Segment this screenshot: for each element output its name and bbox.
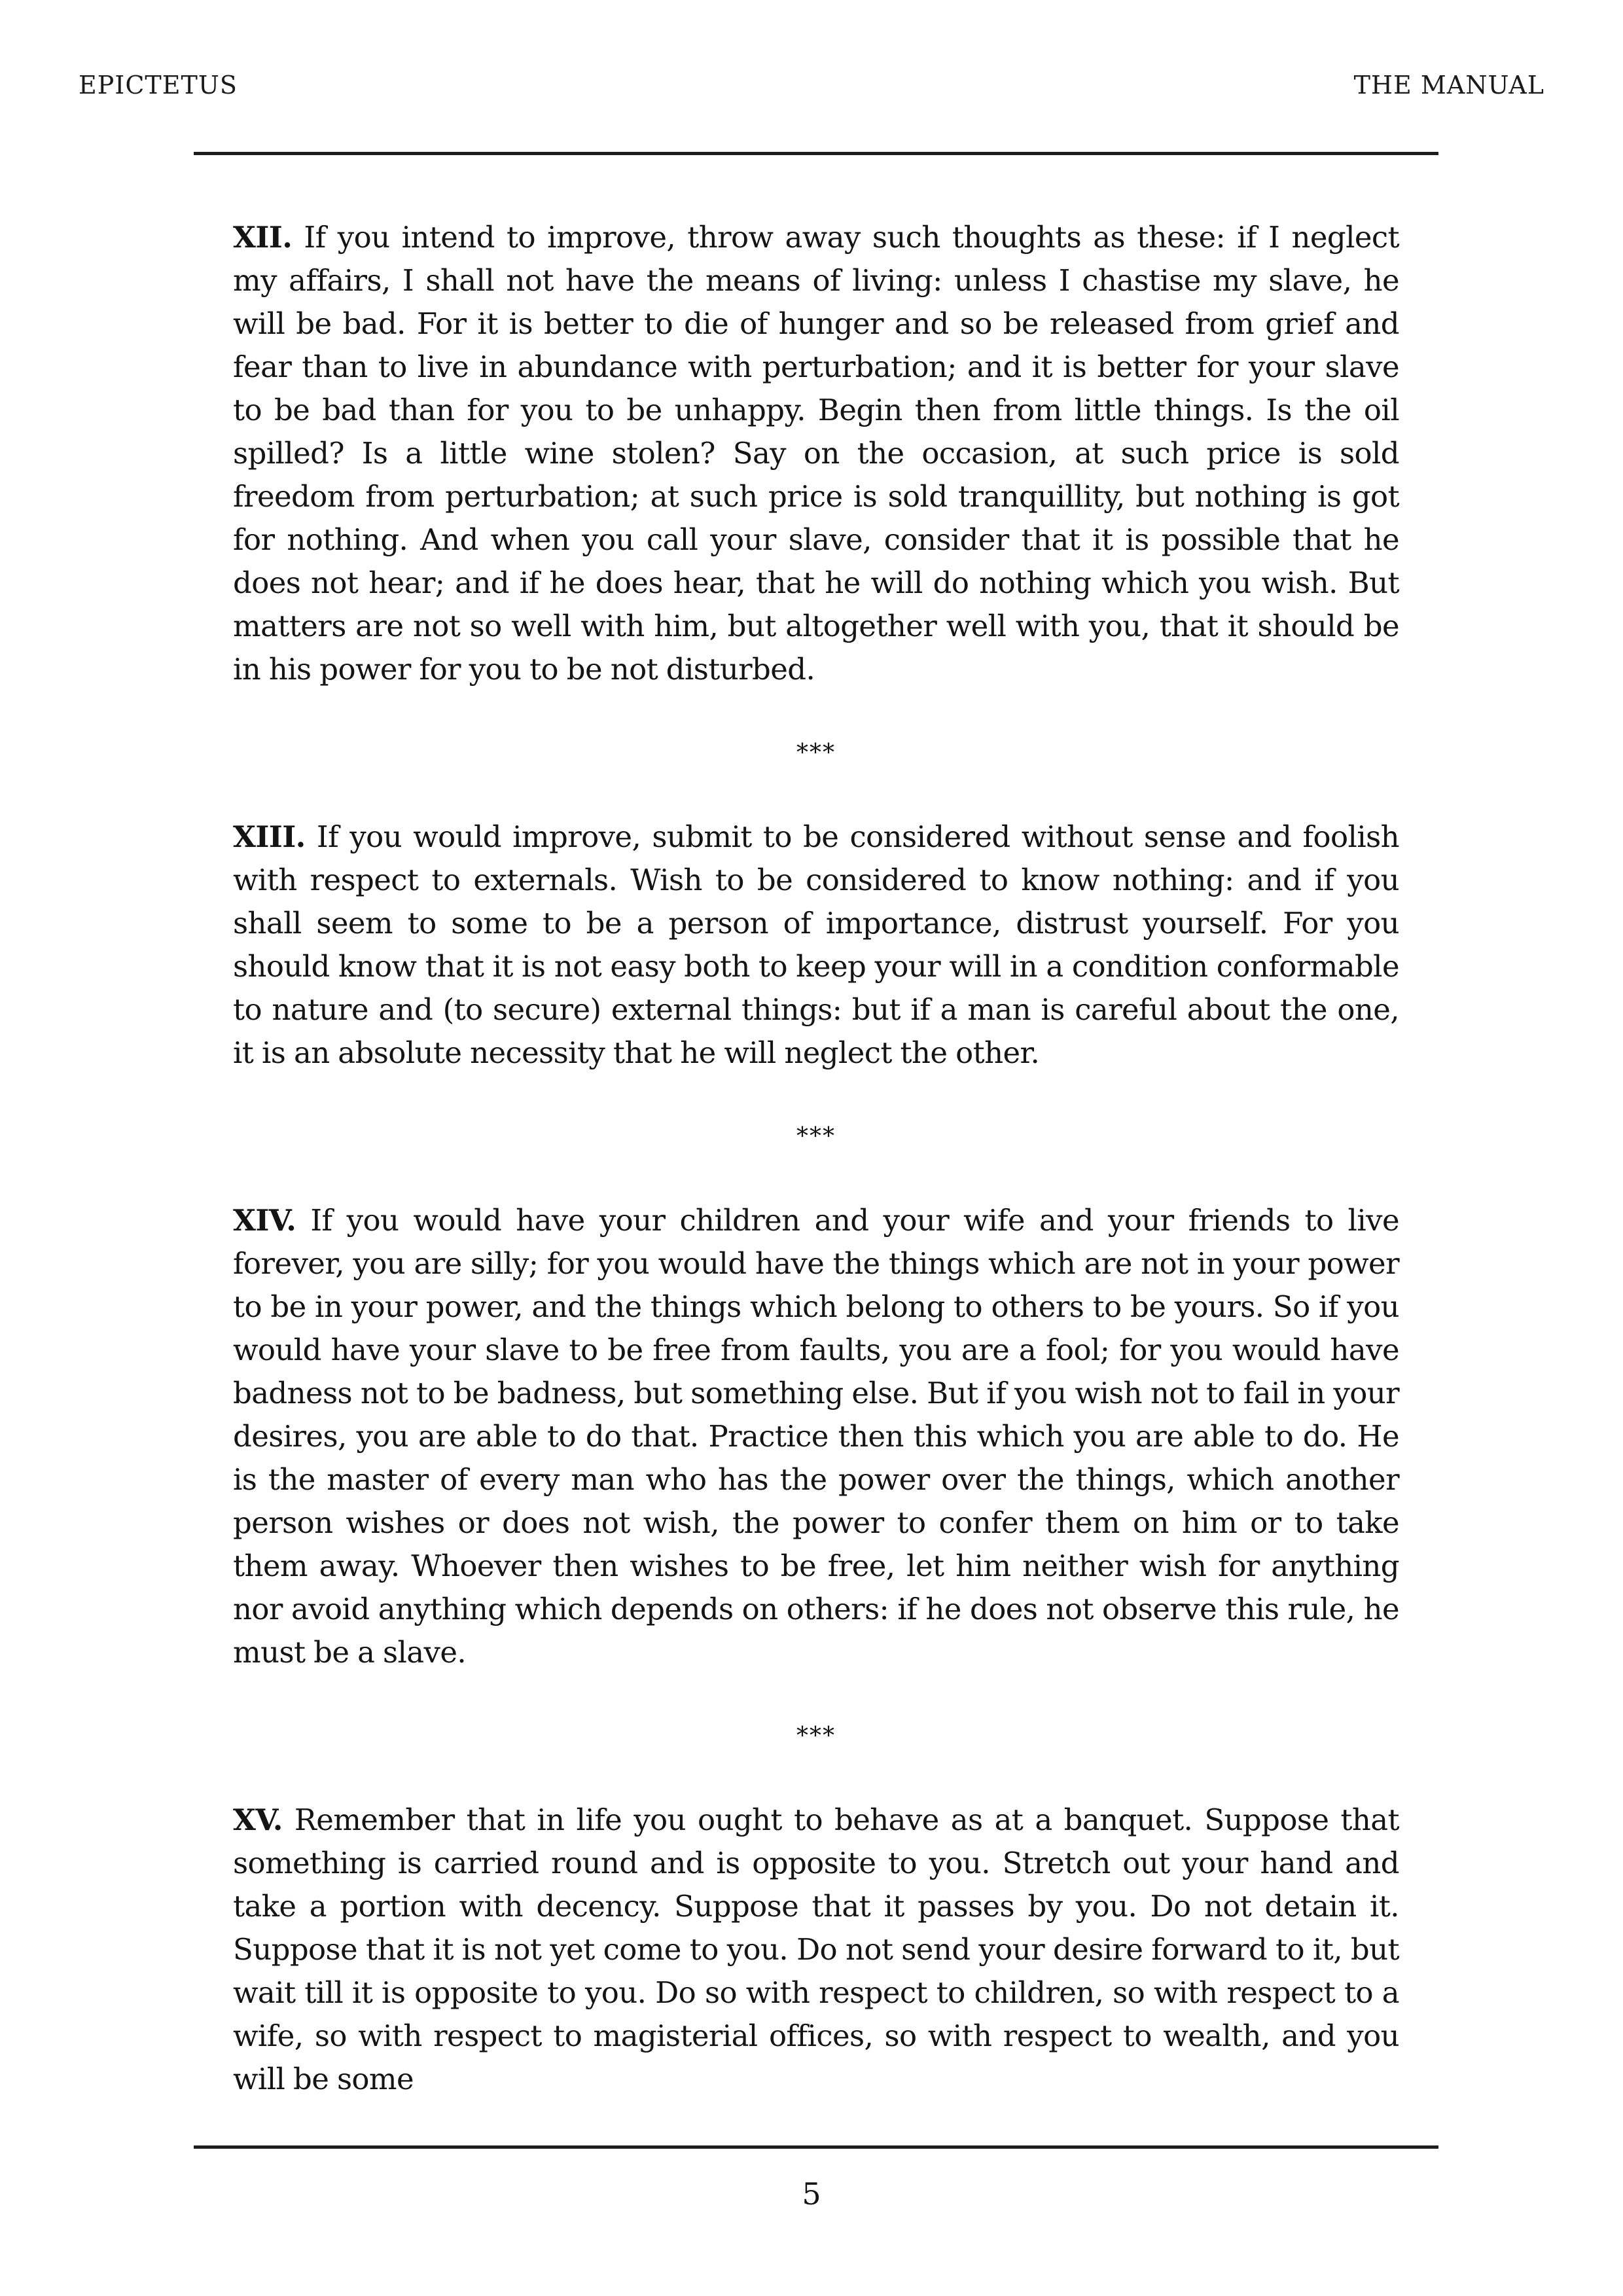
section-xv bbox=[233, 1799, 1399, 2101]
section-separator: *** bbox=[796, 740, 836, 766]
footer-rule bbox=[194, 2145, 1438, 2149]
section-number: XIV. bbox=[233, 1203, 296, 1238]
section-paragraph bbox=[233, 216, 1399, 691]
header-rule bbox=[194, 152, 1438, 155]
section-paragraph bbox=[233, 1799, 1399, 2101]
section-xiii bbox=[233, 816, 1399, 1075]
section-number: XV. bbox=[233, 1803, 283, 1837]
section-xii bbox=[233, 216, 1399, 691]
section-text: Remember that in life you ought to behave as at a banquet. Suppose that something is carried round and is opposite to you. Stretch out your hand and take a portion with decency. Suppose that it passes by you. Do not detain it. Suppose that it is not yet come to you. Do not send your desire forward to it, but wait till it is opposite to you. Do so with respect to children, so with respect to a wife, so with respect to magisterial offices, so with respect to wealth, and you will be some bbox=[233, 1803, 1399, 2096]
page-body bbox=[233, 216, 1399, 2101]
running-head-title: THE MANUAL bbox=[1353, 71, 1544, 99]
section-separator: *** bbox=[796, 1723, 836, 1749]
section-text: If you intend to improve, throw away such thoughts as these: if I neglect my affairs, I shall not have the means of living: unless I chastise my slave, he will be bad. For it is better to die of hunger and so be released from grief and fear than to live in abundance with perturbation; and it is better for your slave to be bad than for you to be unhappy. Begin then from little things. Is the oil spilled? Is a little wine stolen? Say on the occasion, at such price is sold freedom from perturbation; at such price is sold tranquillity, but nothing is got for nothing. And when you call your slave, consider that it is possible that he does not hear; and if he does hear, that he will do nothing which you wish. But matters are not so well with him, but altogether well with you, that it should be in his power for you to be not disturbed. bbox=[233, 220, 1399, 687]
section-separator: *** bbox=[796, 1123, 836, 1150]
section-paragraph bbox=[233, 816, 1399, 1075]
running-head-author: EPICTETUS bbox=[79, 71, 238, 99]
section-xiv bbox=[233, 1199, 1399, 1674]
section-text: If you would improve, submit to be considered without sense and foolish with respect to externals. Wish to be considered to know nothing: and if you shall seem to some to be a person of importance, distrust yourself. For you should know that it is not easy both to keep your will in a condition conformable to nature and (to secure) external things: but if a man is careful about the one, it is an absolute necessity that he will neglect the other. bbox=[233, 819, 1399, 1070]
section-number: XIII. bbox=[233, 819, 306, 854]
page-number: 5 bbox=[802, 2176, 821, 2212]
section-paragraph bbox=[233, 1199, 1399, 1674]
section-number: XII. bbox=[233, 220, 293, 255]
section-text: If you would have your children and your wife and your friends to live forever, you are silly; for you would have the things which are not in your power to be in your power, and the things which belong to others to be yours. So if you would have your slave to be free from faults, you are a fool; for you would have badness not to be badness, but something else. But if you wish not to fail in your desires, you are able to do that. Practice then this which you are able to do. He is the master of every man who has the power over the things, which another person wishes or does not wish, the power to confer them on him or to take them away. Whoever then wishes to be free, let him neither wish for anything nor avoid anything which depends on others: if he does not observe this rule, he must be a slave. bbox=[233, 1203, 1399, 1670]
